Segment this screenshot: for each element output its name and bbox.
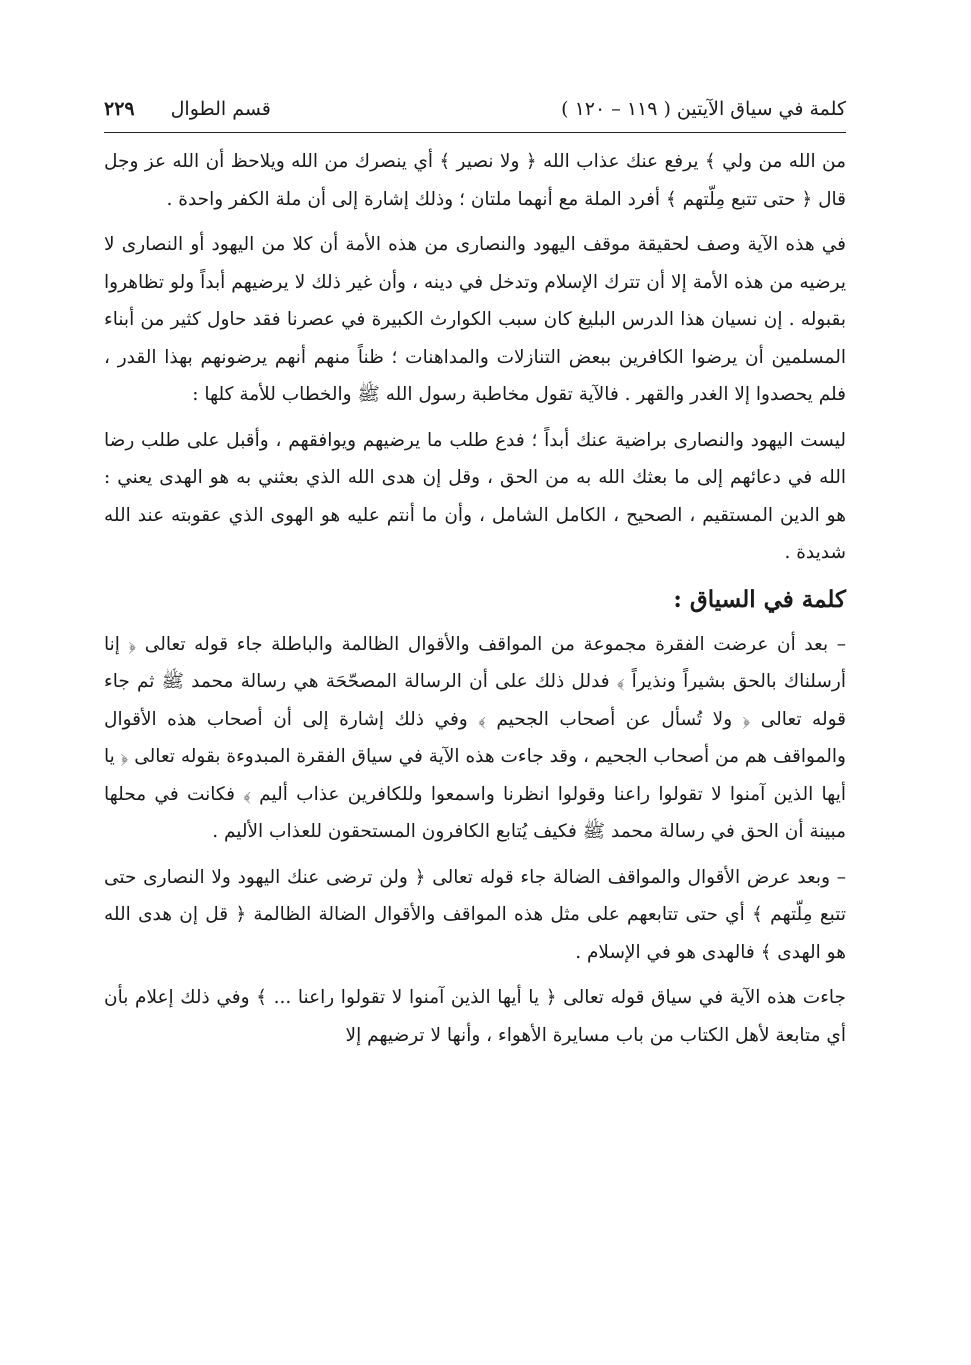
section-heading: كلمة في السياق : bbox=[673, 585, 846, 613]
header-rule bbox=[104, 132, 846, 133]
paragraph-1: من الله من ولي ﴾ يرفع عنك عذاب الله ﴿ ولا نصير ﴾ أي ينصرك من الله ويلاحظ أن الله عز وجل قال ﴿ حتى تتبع مِلّتهم ﴾ أفرد الملة مع أنهما ملتان ؛ وذلك إشارة إلى أن ملة الكفر واحدة . bbox=[104, 151, 846, 210]
section-paragraph-1: – بعد أن عرضت الفقرة مجموعة من المواقف والأقوال الظالمة والباطلة جاء قوله تعالى ﴿ إنا أرسلناك بالحق بشيراً ونذيراً ﴾ فدلل ذلك على أن الرسالة المصحّحَة هي رسالة محمد ﷺ ثم جاء قوله تعالى ﴿ ولا تُسأل عن أصحاب الجحيم ﴾ وفي ذلك إشارة إلى أن أصحاب هذه الأقوال والمواقف هم من أصحاب الجحيم ، وقد جاءت هذه الآية في سياق الفقرة المبدوءة بقوله تعالى ﴿ يا أيها الذين آمنوا لا تقولوا راعنا وقولوا انظرنا واسمعوا وللكافرين عذاب أليم ﴾ فكانت في محلها مبينة أن الحق في رسالة محمد ﷺ فكيف يُتابع الكافرون المستحقون للعذاب الأليم . bbox=[104, 633, 846, 842]
running-header bbox=[104, 96, 846, 130]
page-number: ٢٢٩ bbox=[104, 98, 135, 120]
paragraph-2: في هذه الآية وصف لحقيقة موقف اليهود والنصارى من هذه الأمة أن كلا من اليهود أو النصارى لا يرضيه من هذه الأمة إلا أن تترك الإسلام وتدخل في دينه ، وأن غير ذلك لا يرضيهم أبداً ولو تظاهروا بقبوله . إن نسيان هذا الدرس البليغ كان سبب الكوارث الكبيرة في عصرنا فقد حاول كثير من أبناء المسلمين أن يرضوا الكافرين ببعض التنازلات والمداهنات ؛ ظناً منهم أنهم يرضونهم بهذا القدر ، فلم يحصدوا إلا الغدر والقهر . فالآية تقول مخاطبة رسول الله ﷺ والخطاب للأمة كلها : bbox=[104, 234, 846, 405]
running-title: كلمة في سياق الآيتين ( ١١٩ – ١٢٠ ) bbox=[561, 98, 846, 120]
paragraph-3: ليست اليهود والنصارى براضية عنك أبداً ؛ فدع طلب ما يرضيهم ويوافقهم ، وأقبل على طلب رضا الله في دعائهم إلى ما بعثك الله به من الحق ، وقل إن هدى الله الذي بعثني به هو الهدى يعني : هو الدين المستقيم ، الصحيح ، الكامل الشامل ، وأن ما أنتم عليه هو الهوى الذي عقوبته عند الله شديدة . bbox=[104, 429, 846, 563]
section-paragraph-3: جاءت هذه الآية في سياق قوله تعالى ﴿ يا أيها الذين آمنوا لا تقولوا راعنا ... ﴾ وفي ذلك إعلام بأن أي متابعة لأهل الكتاب من باب مسايرة الأهواء ، وأنها لا ترضيهم إلا bbox=[104, 987, 846, 1046]
header-left-group bbox=[104, 96, 271, 122]
book-page bbox=[104, 96, 846, 1062]
section-name: قسم الطوال bbox=[170, 98, 271, 120]
section-paragraph-2: – وبعد عرض الأقوال والمواقف الضالة جاء قوله تعالى ﴿ ولن ترضى عنك اليهود ولا النصارى حتى تتبع مِلّتهم ﴾ أي حتى تتابعهم على مثل هذه المواقف والأقوال الضالة الظالمة ﴿ قل إن هدى الله هو الهدى ﴾ فالهدى هو في الإسلام . bbox=[104, 866, 846, 963]
